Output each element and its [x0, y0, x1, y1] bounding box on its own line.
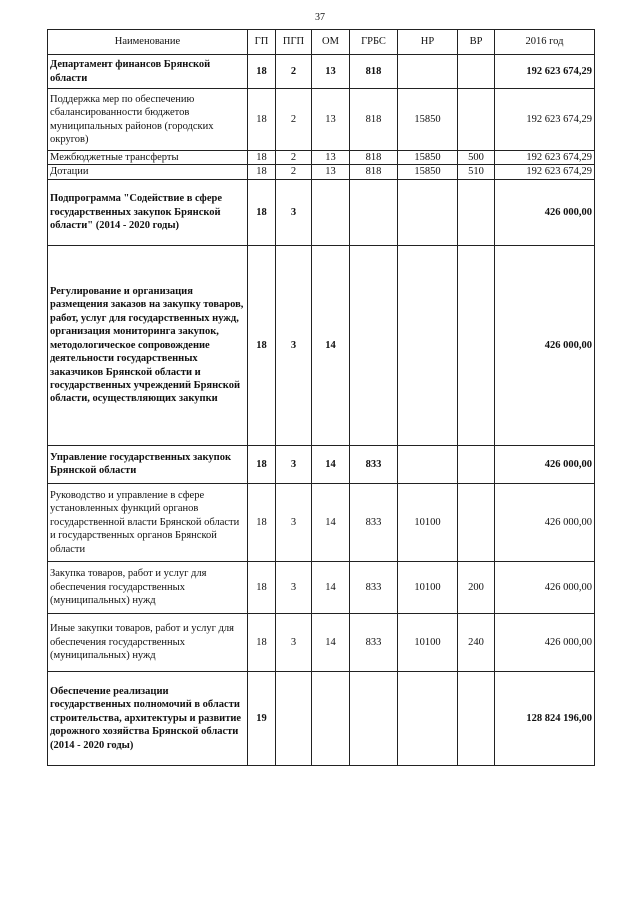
cell-grbs: 833 — [350, 445, 398, 483]
cell-amount: 128 824 196,00 — [495, 671, 595, 765]
cell-vr: 240 — [458, 613, 495, 671]
cell-vr — [458, 89, 495, 151]
cell-vr: 500 — [458, 151, 495, 165]
cell-gp: 18 — [248, 165, 276, 179]
cell-nr — [398, 671, 458, 765]
cell-grbs: 833 — [350, 613, 398, 671]
cell-pgp: 3 — [276, 561, 312, 613]
cell-name: Закупка товаров, работ и услуг для обеспечения государственных (муниципальных) нужд — [48, 561, 248, 613]
col-header-grbs: ГРБС — [350, 30, 398, 55]
cell-om: 13 — [312, 151, 350, 165]
cell-grbs: 833 — [350, 483, 398, 561]
col-header-vr: ВР — [458, 30, 495, 55]
cell-name: Иные закупки товаров, работ и услуг для обеспечения государственных (муниципальных) нужд — [48, 613, 248, 671]
cell-pgp: 3 — [276, 613, 312, 671]
cell-vr — [458, 179, 495, 245]
table-row — [48, 483, 595, 561]
cell-nr — [398, 55, 458, 89]
table-row — [48, 165, 595, 179]
cell-nr: 15850 — [398, 151, 458, 165]
cell-grbs: 833 — [350, 561, 398, 613]
cell-om: 14 — [312, 483, 350, 561]
cell-pgp: 2 — [276, 89, 312, 151]
cell-gp: 18 — [248, 613, 276, 671]
table-row — [48, 561, 595, 613]
cell-name: Регулирование и организация размещения заказов на закупку товаров, работ, услуг для государственных нужд, организация мониторинга закупок, методологическое сопровождение деятельности государственных заказчиков Брянской области и государственных учреждений Брянской области, осуществляющих закупки — [48, 245, 248, 445]
cell-pgp: 3 — [276, 245, 312, 445]
table-body — [48, 55, 595, 766]
cell-gp: 18 — [248, 151, 276, 165]
cell-name: Управление государственных закупок Брянской области — [48, 445, 248, 483]
col-header-om: ОМ — [312, 30, 350, 55]
cell-pgp: 2 — [276, 165, 312, 179]
cell-name: Поддержка мер по обеспечению сбалансированности бюджетов муниципальных районов (городских округов) — [48, 89, 248, 151]
col-header-name: Наименование — [48, 30, 248, 55]
cell-om: 14 — [312, 613, 350, 671]
cell-gp: 18 — [248, 89, 276, 151]
table-row — [48, 151, 595, 165]
col-header-gp: ГП — [248, 30, 276, 55]
cell-grbs: 818 — [350, 151, 398, 165]
cell-gp: 18 — [248, 445, 276, 483]
cell-nr: 10100 — [398, 561, 458, 613]
cell-pgp — [276, 671, 312, 765]
cell-nr: 10100 — [398, 613, 458, 671]
table-row — [48, 179, 595, 245]
cell-gp: 18 — [248, 561, 276, 613]
cell-vr: 200 — [458, 561, 495, 613]
cell-gp: 19 — [248, 671, 276, 765]
cell-gp: 18 — [248, 245, 276, 445]
cell-grbs — [350, 245, 398, 445]
table-row — [48, 445, 595, 483]
cell-amount: 192 623 674,29 — [495, 55, 595, 89]
cell-gp: 18 — [248, 179, 276, 245]
cell-om: 13 — [312, 55, 350, 89]
col-header-pgp: ПГП — [276, 30, 312, 55]
table-row — [48, 245, 595, 445]
cell-vr — [458, 245, 495, 445]
cell-gp: 18 — [248, 55, 276, 89]
cell-vr — [458, 671, 495, 765]
cell-om: 13 — [312, 165, 350, 179]
cell-nr — [398, 179, 458, 245]
cell-name: Руководство и управление в сфере установленных функций органов государственной власти Брянской области и государственных органов Брянской области — [48, 483, 248, 561]
cell-nr — [398, 445, 458, 483]
cell-pgp: 2 — [276, 55, 312, 89]
table-row — [48, 89, 595, 151]
cell-name: Подпрограмма "Содействие в сфере государственных закупок Брянской области" (2014 - 2020 годы) — [48, 179, 248, 245]
cell-amount: 426 000,00 — [495, 561, 595, 613]
cell-grbs: 818 — [350, 89, 398, 151]
header-row — [48, 30, 595, 55]
cell-amount: 426 000,00 — [495, 483, 595, 561]
col-header-year: 2016 год — [495, 30, 595, 55]
table-row — [48, 671, 595, 765]
cell-pgp: 3 — [276, 179, 312, 245]
cell-vr — [458, 55, 495, 89]
cell-amount: 192 623 674,29 — [495, 151, 595, 165]
cell-vr — [458, 445, 495, 483]
cell-pgp: 2 — [276, 151, 312, 165]
cell-vr — [458, 483, 495, 561]
cell-om — [312, 179, 350, 245]
table-row — [48, 613, 595, 671]
cell-amount: 426 000,00 — [495, 613, 595, 671]
cell-nr — [398, 245, 458, 445]
cell-grbs — [350, 179, 398, 245]
cell-amount: 426 000,00 — [495, 179, 595, 245]
budget-table — [47, 29, 595, 766]
cell-nr: 10100 — [398, 483, 458, 561]
cell-nr: 15850 — [398, 165, 458, 179]
cell-name: Обеспечение реализации государственных полномочий в области строительства, архитектуры и развитие дорожного хозяйства Брянской области (2014 - 2020 годы) — [48, 671, 248, 765]
cell-grbs: 818 — [350, 165, 398, 179]
cell-amount: 426 000,00 — [495, 445, 595, 483]
cell-name: Департамент финансов Брянской области — [48, 55, 248, 89]
cell-amount: 192 623 674,29 — [495, 165, 595, 179]
cell-om: 14 — [312, 245, 350, 445]
cell-amount: 192 623 674,29 — [495, 89, 595, 151]
cell-amount: 426 000,00 — [495, 245, 595, 445]
cell-om: 13 — [312, 89, 350, 151]
cell-gp: 18 — [248, 483, 276, 561]
cell-om: 14 — [312, 445, 350, 483]
cell-grbs: 818 — [350, 55, 398, 89]
col-header-nr: НР — [398, 30, 458, 55]
cell-name: Дотации — [48, 165, 248, 179]
cell-pgp: 3 — [276, 483, 312, 561]
cell-om — [312, 671, 350, 765]
cell-vr: 510 — [458, 165, 495, 179]
table-row — [48, 55, 595, 89]
cell-nr: 15850 — [398, 89, 458, 151]
cell-grbs — [350, 671, 398, 765]
cell-name: Межбюджетные трансферты — [48, 151, 248, 165]
page-number: 37 — [315, 12, 325, 23]
cell-om: 14 — [312, 561, 350, 613]
cell-pgp: 3 — [276, 445, 312, 483]
